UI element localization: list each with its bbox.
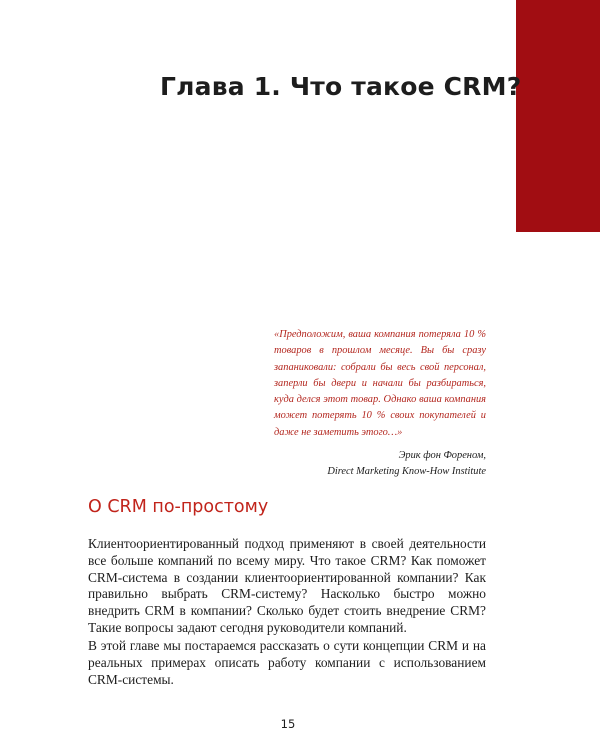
body-paragraph: В этой главе мы постараемся рассказать о сути концепции CRM и на реальных примерах описать работу компании с использованием CRM-системы.	[88, 638, 486, 687]
body-paragraph: Клиентоориентированный подход применяют в своей деятельности все больше компаний по всему миру. Что такое CRM? Как поможет CRM-система в создании клиентоориентированной компании? Как правильно выбрать CRM-систему? Насколько быстро можно внедрить CRM в компании? Сколько будет стоить внедрение CRM? Такие вопросы задают сегодня руководители компаний.	[88, 536, 486, 635]
epigraph-author: Эрик фон Фореном,	[398, 450, 486, 462]
epigraph-quote: «Предположим, ваша компания потеряла 10 % товаров в прошлом месяце. Вы бы сразу запаниковали: собрали бы весь свой персонал, заперли бы двери и начали бы разбираться, куда делся этот товар. Однако ваша компания может потерять 10 % своих покупателей и даже не заметить этого…»	[274, 329, 486, 438]
page-number: 15	[280, 717, 296, 731]
chapter-title: Глава 1. Что такое CRM?	[160, 72, 522, 101]
chapter-side-tab	[516, 0, 600, 232]
epigraph-source: Direct Marketing Know-How Institute	[327, 466, 486, 478]
section-heading: О CRM по-простому	[88, 497, 269, 517]
epigraph	[274, 327, 486, 480]
